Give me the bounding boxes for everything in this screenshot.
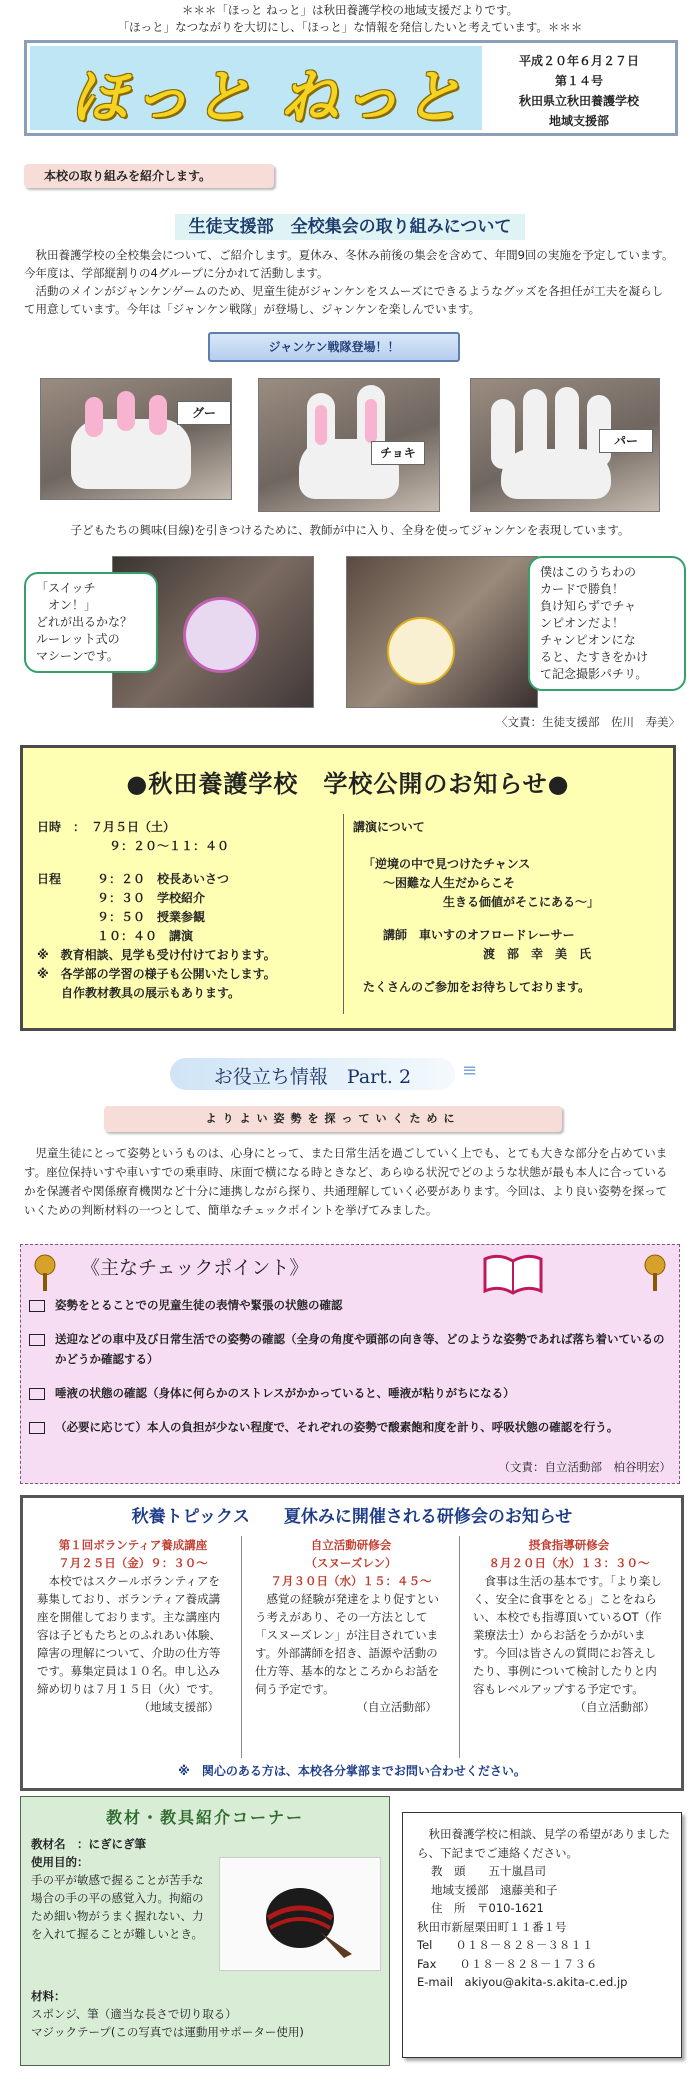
checkpoint-item: [29, 1383, 669, 1403]
checkpoint-box: [20, 1244, 680, 1484]
checkpoint-title: 《主なチェックポイント》: [81, 1257, 309, 1279]
header-note: [0, 2, 700, 36]
header-note-line1: ＊＊＊「ほっと ねっと」は秋田養護学校の地域支援だよりです。: [181, 3, 519, 17]
topic-heading: 第１回ボランティア養成講座: [58, 1538, 208, 1552]
speaker-name: 渡 部 幸 美 氏: [483, 947, 592, 961]
photo-scissors: [258, 378, 440, 512]
photo-caption: 子どもたちの興味(目線)を引きつけるために、教師が中に入り、全身を使ってジャンケンを表現しています。: [70, 523, 630, 537]
topics-title: 秋養トピックス 夏休みに開催される研修会のお知らせ: [131, 1507, 573, 1527]
brush-icon: [220, 1858, 380, 1970]
checkpoint-text: （必要に応じて）本人の負担が少ない程度で、それぞれの姿勢で酸素飽和度を計り、呼吸状態の確認を行う。: [55, 1420, 619, 1434]
topic-body: 食事は生活の基本です。「より楽しく、安全に食事をとる」ことをねらい、本校でも指導頂いているOT（作業療法士）からお話をうかがいます。今回は皆さんの質問にお答えしたり、事例について検討したりと内容もレベルアップする予定です。: [473, 1574, 662, 1696]
topic-footer: （地域支援部）: [138, 1700, 219, 1714]
posture-paragraph: 児童生徒にとって姿勢というものは、心身にとって、また日常生活を過ごしていく上でも、とても大きな部分を占めています。座位保持いすや車いすでの乗車時、床面で横になる時ときなど、あらゆる状況でどのような状態が最も本人に合っているかを保護者や関係療育機関など十分に連携しながら探り、共通理解していく必要があります。今回は、より良い姿勢を探っていくための判断材料の一つとして、簡単なチェックポイントを挙げてみました。: [24, 1146, 668, 1217]
contact-line: 住 所 〒010-1621: [431, 1901, 544, 1915]
topic-heading: 摂食指導研修会: [528, 1538, 610, 1552]
label-scissors: チョキ: [371, 441, 425, 465]
bubble-right-line: 負け知らずでチャ: [540, 599, 637, 613]
materials-label: 材料：: [31, 1989, 66, 2003]
checkbox-icon: [29, 1334, 45, 1346]
bubble-right-line: 僕はこのうちわの: [540, 565, 637, 579]
logo-panel: [30, 46, 482, 130]
checkpoint-item: [29, 1295, 669, 1315]
paper-finger-shape: [491, 399, 515, 469]
bubble-champion: [528, 556, 686, 691]
checkpoint-credit: （文責：自立活動部 柏谷明宏）: [498, 1460, 671, 1474]
topics-box: [20, 1495, 684, 1791]
contact-intro: 秋田養護学校に相談、見学の希望がありましたら、下記までご連絡ください。: [417, 1827, 670, 1860]
section1-body: [24, 246, 674, 318]
schedule-label: 日程: [37, 872, 62, 886]
section1-credit: 〈文責：生徒支援部 佐川 寿美〉: [496, 715, 680, 729]
contact-line: 秋田市新屋栗田町１１番１号: [417, 1919, 567, 1934]
checkbox-icon: [29, 1422, 45, 1434]
topic-date: ７月３０日（水）１５：４５～: [270, 1574, 432, 1588]
lecture-title-line: 生きる価値がそこにある～」: [443, 895, 600, 909]
schedule-item: ９：５０ 授業参観: [97, 910, 206, 924]
bubble-right-line: ると、たすきをかけ: [540, 650, 649, 664]
contact-body: [417, 1825, 677, 1992]
school-name: 秋田県立秋田養護学校: [518, 94, 639, 108]
newsletter-logo: ほっと ねっと: [70, 63, 467, 131]
fan-card-shape: [387, 617, 455, 685]
materials-line: スポンジ、筆（適当な長さで切り取る）: [31, 2007, 237, 2021]
checkbox-icon: [29, 1300, 45, 1312]
usage-label: 使用目的：: [31, 1855, 89, 1869]
checkbox-icon: [29, 1388, 45, 1400]
topic-date: ７月２５日（金）９：３０～: [58, 1556, 208, 1570]
checkpoint-item: [29, 1329, 669, 1369]
useful-info-header: [170, 1058, 490, 1090]
open-divider: [343, 814, 344, 1014]
janken-banner: ジャンケン戦隊登場！！: [208, 332, 460, 362]
topic-column: [465, 1536, 673, 1758]
bubble-left-line: どれが出るかな？: [36, 615, 133, 629]
label-rock: グー: [177, 401, 231, 425]
open-note: 自作教材教具の展示もあります。: [37, 986, 241, 1000]
topic-column: [247, 1536, 455, 1758]
materials: [31, 1987, 381, 2041]
usage-text: 手の平が敏感で握ることが苦手な場合の手の平の感覚入力。拘縮のため細い物がうまく握れない、力を入れて握ることが難しいとき。: [31, 1873, 204, 1941]
open-school-schedule: [37, 818, 342, 1003]
contact-line: Fax ０１８－８２８－１７３６: [417, 1956, 598, 1971]
bubble-right-line: カードで勝負！: [540, 582, 625, 596]
topic-date: ８月２０日（水）１３：３０～: [488, 1556, 650, 1570]
issue-date: 平成２０年６月２７日: [518, 54, 639, 68]
open-note: ※ 各学部の学習の様子も公開いたします。: [37, 967, 276, 981]
rays-icon: ≡: [462, 1060, 478, 1081]
corner-title: 教材・教具紹介コーナー: [105, 1808, 304, 1827]
topic-body: 本校ではスクールボランティアを募集しており、ボランティア養成講座を開催しております。主な講座内容は子どもたちとのふれあい体験、障害の理解について、介助の仕方等です。募集定員は１０名。申し込み締め切りは７月１５日（火）です。: [37, 1574, 221, 1696]
topic-body: 感覚の経験が発達をより促すという考えがあり、その一方法として「スヌーズレン」が注目されています。外部講師を招き、語源や活動の仕方等、基本的なところからお話を伺う予定です。: [255, 1592, 439, 1696]
corner-body: [31, 1835, 241, 1943]
bubble-left-line: マシーンです。: [36, 649, 119, 663]
section1-para1: 秋田養護学校の全校集会について、ご紹介します。夏休み、冬休み前後の集会を含めて、年間9回の実施を予定しています。今年度は、学部縦割りの4グループに分かれて活動します。: [24, 248, 674, 280]
photo-rock: [40, 378, 232, 500]
label-paper: パー: [599, 429, 653, 453]
open-date: 日時 ： ７月５日（土）: [37, 820, 176, 834]
scissors-ear-shape: [365, 399, 377, 443]
open-closing: たくさんのご参加をお待ちしております。: [363, 980, 591, 994]
bubble-roulette: [24, 572, 158, 673]
photo-paper: [470, 378, 660, 512]
rock-ear-shape: [149, 395, 167, 435]
bubble-right-line: チャンピオンにな: [540, 633, 636, 647]
topic-divider: [241, 1536, 242, 1758]
contact-line: 地域支援部 遠藤美和子: [431, 1882, 558, 1897]
bubble-left-line: オン！」: [36, 598, 97, 612]
checkpoint-text: 姿勢をとることでの児童生徒の表情や緊張の状態の確認: [55, 1298, 343, 1312]
open-time: ９：２０～１１：４０: [109, 839, 230, 853]
schedule-item: ９：２０ 校長あいさつ: [97, 872, 230, 886]
roulette-wheel-shape: [183, 597, 259, 673]
topic-divider: [459, 1536, 460, 1758]
contact-line: Tel ０１８－８２８－３８１１: [417, 1938, 594, 1952]
topics-note: ※ 関心のある方は、本校各分掌部までお問い合わせください。: [178, 1764, 526, 1778]
schedule-item: ９：３０ 学校紹介: [97, 891, 206, 905]
useful-info-title: お役立ち情報 Part. 2: [213, 1066, 412, 1088]
bubble-left-line: 「スイッチ: [36, 581, 96, 595]
photo-champion: [346, 556, 538, 708]
topic-heading: 自立活動研修会: [310, 1538, 392, 1552]
department-name: 地域支援部: [548, 114, 609, 128]
checkpoint-text: 送迎などの車中及び日常生活での姿勢の確認（全身の角度や頭部の向き等、どのような姿勢であれば落ち着いているのかどうか確認する）: [55, 1332, 665, 1366]
pushpin-icon: [641, 1253, 669, 1293]
posture-body: [24, 1144, 674, 1220]
masthead: [24, 40, 678, 136]
paper-finger-shape: [523, 389, 547, 465]
intro-bar: 本校の取り組みを紹介します。: [24, 164, 274, 188]
pushpin-icon: [31, 1253, 59, 1293]
open-school-title: ●秋田養護学校 学校公開のお知らせ●: [126, 770, 570, 798]
material-name: 教材名 ：にぎにぎ筆: [31, 1837, 146, 1851]
lecture-title-line: 「逆境の中で見つけたチャンス: [363, 857, 531, 871]
section1-para2: 活動のメインがジャンケンゲームのため、児童生徒がジャンケンをスムーズにできるようなグッズを各担任が工夫を凝らして用意しています。今年は「ジャンケン戦隊」が登場し、ジャンケンを楽しんでいます。: [24, 284, 664, 316]
teaching-material-corner: [20, 1796, 390, 2066]
rock-ear-shape: [85, 397, 103, 437]
bubble-left-line: ルーレット式の: [36, 632, 120, 646]
bubble-right-line: て記念撮影パチリ。: [540, 667, 648, 681]
lecture-label: 講演について: [353, 820, 425, 834]
contact-email[interactable]: E-mail akiyou@akita-s.akita-c.ed.jp: [417, 1975, 628, 1989]
topic-subheading: （スヌーズレン）: [305, 1556, 397, 1570]
speaker-label: 講師 車いすのオフロードレーサー: [383, 928, 575, 942]
contact-line: 教 頭 五十嵐昌司: [431, 1864, 546, 1878]
section1-title-text: 生徒支援部 全校集会の取り組みについて: [175, 214, 526, 240]
open-school-lecture: [353, 818, 663, 997]
header-note-line2: 「ほっと」なつながりを大切にし、「ほっと」な情報を発信したいと考えています。＊＊＊: [117, 20, 583, 34]
book-icon: [481, 1251, 545, 1295]
checkpoint-item: [29, 1417, 669, 1437]
rock-ear-shape: [117, 391, 135, 431]
bubble-right-line: ンピオンだよ！: [540, 616, 625, 630]
materials-line: マジックテープ(この写真では運動用サポーター使用): [31, 2025, 304, 2039]
section1-title: [0, 212, 700, 237]
open-note: ※ 教育相談、見学も受け付けております。: [37, 948, 276, 962]
open-school-box: [20, 745, 676, 1031]
paper-finger-shape: [555, 387, 579, 465]
lecture-title-line: ～困難な人生だからこそ: [383, 876, 516, 890]
topic-footer: （自立活動部）: [574, 1700, 655, 1714]
topic-footer: （自立活動部）: [356, 1700, 437, 1714]
checkpoint-text: 唾液の状態の確認（身体に何らかのストレスがかかっていると、唾液が粘りがちになる）: [55, 1386, 515, 1400]
scissors-ear-shape: [315, 405, 327, 445]
issue-number: 第１４号: [554, 74, 603, 88]
checkpoint-list: [29, 1295, 669, 1451]
posture-bar: よりよい姿勢を探っていくために: [104, 1106, 562, 1132]
schedule-item: １０：４０ 講演: [97, 929, 194, 943]
contact-box: [402, 1812, 682, 2058]
issue-info: [489, 51, 669, 131]
topic-column: [29, 1536, 237, 1758]
brush-photo: [219, 1857, 381, 1971]
